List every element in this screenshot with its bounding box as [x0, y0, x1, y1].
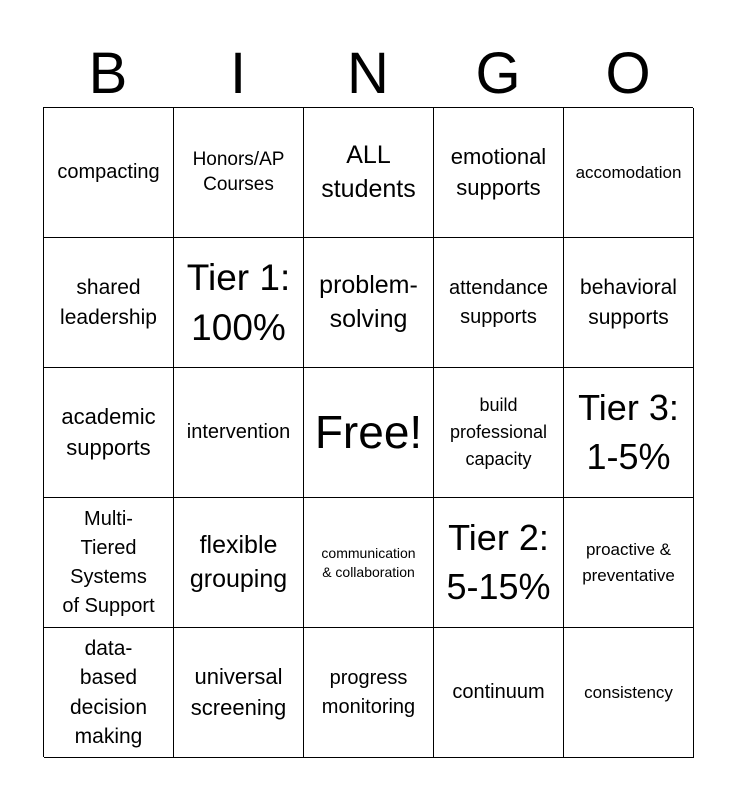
header-letter-b: B	[88, 41, 128, 106]
cell-text: academic supports	[61, 403, 156, 460]
cell-text: behavioral supports	[580, 276, 677, 329]
cell-text: emotional supports	[450, 143, 547, 200]
cell-text: progress monitoring	[321, 666, 416, 718]
cell-text: Tier 1: 100%	[186, 256, 291, 348]
cell-text: data- based decision making	[69, 636, 148, 748]
bingo-cell[interactable]	[304, 238, 434, 368]
bingo-cell[interactable]	[44, 238, 174, 368]
cell-text: accomodation	[575, 162, 682, 182]
free-space-text: Free!	[314, 405, 423, 458]
free-space[interactable]	[304, 368, 434, 498]
cell-text: Multi- Tiered Systems of Support	[62, 507, 155, 617]
header-letter-g: G	[475, 41, 521, 106]
bingo-cell[interactable]	[174, 238, 304, 368]
bingo-cell[interactable]	[174, 628, 304, 758]
bingo-cell[interactable]	[434, 238, 564, 368]
header-letter-o: O	[605, 41, 651, 106]
cell-text: consistency	[584, 682, 673, 702]
bingo-cell[interactable]	[174, 368, 304, 498]
bingo-cell[interactable]	[434, 108, 564, 238]
bingo-cell[interactable]	[564, 368, 694, 498]
cell-text: problem- solving	[319, 270, 418, 333]
cell-text: continuum	[452, 681, 545, 703]
bingo-board	[43, 107, 693, 757]
header-letter-n: N	[347, 41, 389, 106]
bingo-cell[interactable]	[564, 628, 694, 758]
cell-text: shared leadership	[60, 276, 157, 329]
header-letter-i: I	[229, 41, 247, 106]
cell-text: Honors/AP Courses	[192, 148, 285, 195]
bingo-cell[interactable]	[174, 108, 304, 238]
cell-text: attendance supports	[449, 276, 548, 328]
cell-text: communication & collaboration	[321, 544, 416, 580]
cell-text: build professional capacity	[449, 395, 548, 469]
bingo-header	[43, 43, 693, 105]
bingo-cell[interactable]	[434, 498, 564, 628]
cell-text: intervention	[186, 421, 291, 443]
cell-text: universal screening	[190, 663, 287, 720]
bingo-cell[interactable]	[44, 498, 174, 628]
bingo-cell[interactable]	[564, 498, 694, 628]
cell-text: Tier 2: 5-15%	[446, 516, 551, 607]
bingo-cell[interactable]	[434, 628, 564, 758]
bingo-cell[interactable]	[304, 498, 434, 628]
cell-text: Tier 3: 1-5%	[578, 386, 679, 477]
bingo-cell[interactable]	[44, 108, 174, 238]
cell-text: flexible grouping	[189, 530, 288, 593]
bingo-cell[interactable]	[44, 368, 174, 498]
bingo-cell[interactable]	[564, 108, 694, 238]
cell-text: compacting	[57, 161, 160, 183]
bingo-cell[interactable]	[434, 368, 564, 498]
bingo-cell[interactable]	[44, 628, 174, 758]
cell-text: ALL students	[321, 140, 416, 203]
bingo-cell[interactable]	[304, 628, 434, 758]
bingo-cell[interactable]	[564, 238, 694, 368]
bingo-cell[interactable]	[174, 498, 304, 628]
bingo-cell[interactable]	[304, 108, 434, 238]
cell-text: proactive & preventative	[582, 540, 675, 585]
